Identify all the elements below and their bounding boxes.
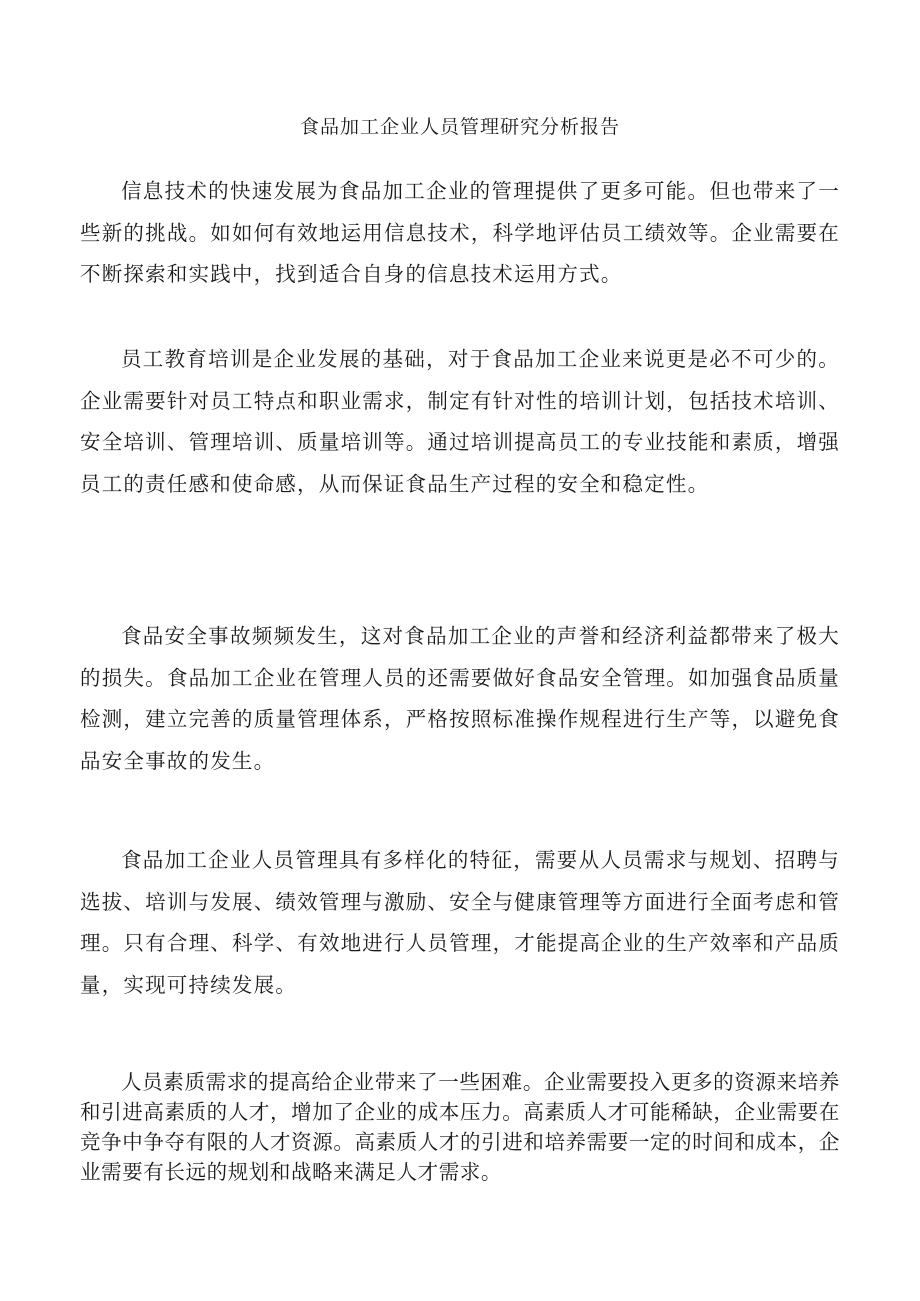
paragraph-1: 信息技术的快速发展为食品加工企业的管理提供了更多可能。但也带来了一些新的挑战。如如何有效地运用信息技术，科学地评估员工绩效等。企业需要在不断探索和实践中，找到适合自身的信息技术运用方式。 <box>80 179 840 286</box>
document-title: 食品加工企业人员管理研究分析报告 <box>299 116 620 138</box>
paragraph-4: 食品加工企业人员管理具有多样化的特征，需要从人员需求与规划、招聘与选拔、培训与发展、绩效管理与激励、安全与健康管理等方面进行全面考虑和管理。只有合理、科学、有效地进行人员管理，才能提高企业的生产效率和产品质量，实现可持续发展。 <box>80 848 840 997</box>
paragraph-3: 食品安全事故频频发生，这对食品加工企业的声誉和经济利益都带来了极大的损失。食品加工企业在管理人员的还需要做好食品安全管理。如加强食品质量检测，建立完善的质量管理体系，严格按照标准操作规程进行生产等，以避免食品安全事故的发生。 <box>80 624 840 773</box>
paragraph-5: 人员素质需求的提高给企业带来了一些困难。企业需要投入更多的资源来培养和引进高素质的人才，增加了企业的成本压力。高素质人才可能稀缺，企业需要在竞争中争夺有限的人才资源。高素质人才的引进和培养需要一定的时间和成本，企业需要有长远的规划和战略来满足人才需求。 <box>80 1070 840 1184</box>
paragraph-2: 员工教育培训是企业发展的基础，对于食品加工企业来说更是必不可少的。企业需要针对员工特点和职业需求，制定有针对性的培训计划，包括技术培训、安全培训、管理培训、质量培训等。通过培训提高员工的专业技能和素质，增强员工的责任感和使命感，从而保证食品生产过程的安全和稳定性。 <box>80 347 840 496</box>
